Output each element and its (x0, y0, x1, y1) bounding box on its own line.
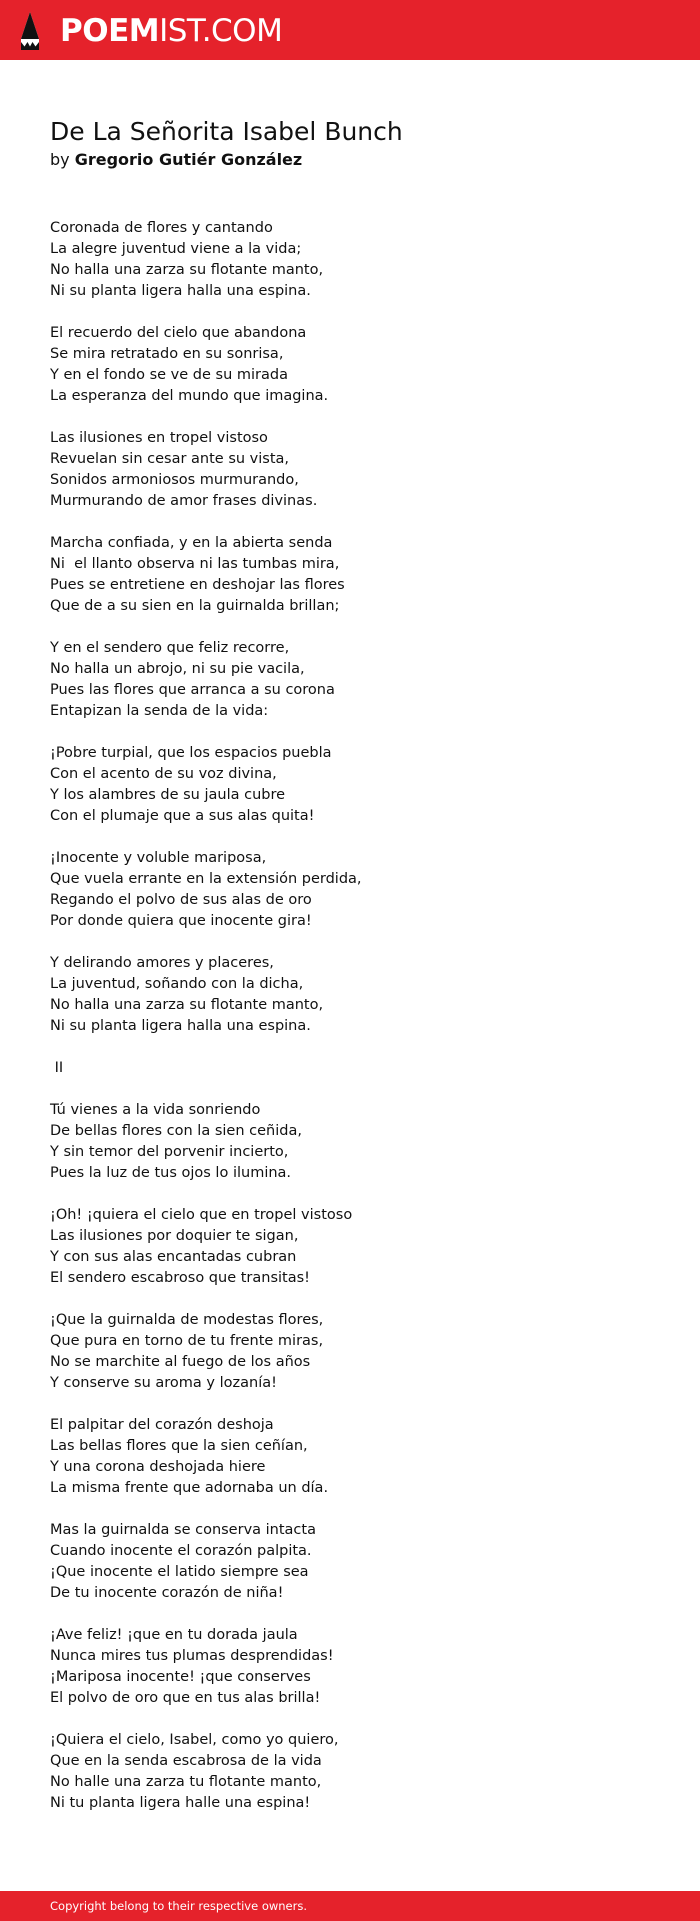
by-label: by (50, 150, 70, 169)
poem-line: La esperanza del mundo que imagina. (50, 388, 329, 404)
poem-line: Ni el llanto observa ni las tumbas mira, (50, 556, 340, 572)
poem-line: Las bellas flores que la sien ceñían, (50, 1438, 308, 1454)
poem-line: Y sin temor del porvenir incierto, (50, 1144, 289, 1160)
poem-line: No halle una zarza tu flotante manto, (50, 1774, 322, 1790)
stanza (50, 1625, 610, 1709)
poem-line: No halla un abrojo, ni su pie vacila, (50, 661, 305, 677)
poem-line: Y conserve su aroma y lozanía! (50, 1375, 277, 1391)
site-logo[interactable] (18, 10, 282, 52)
poem-line: Pues las flores que arranca a su corona (50, 682, 335, 698)
poem-line: ¡Que la guirnalda de modestas flores, (50, 1312, 324, 1328)
poem-line: Coronada de flores y cantando (50, 220, 273, 236)
poem-line: Murmurando de amor frases divinas. (50, 493, 318, 509)
poem-line: Regando el polvo de sus alas de oro (50, 892, 312, 908)
poem-line: Y delirando amores y placeres, (50, 955, 274, 971)
stanza (50, 323, 610, 407)
poem-line: ¡Oh! ¡quiera el cielo que en tropel vistoso (50, 1207, 353, 1223)
poem-line: Las ilusiones en tropel vistoso (50, 430, 268, 446)
poem-line: El polvo de oro que en tus alas brilla! (50, 1690, 321, 1706)
stanza (50, 1205, 610, 1289)
poem-line: No halla una zarza su flotante manto, (50, 997, 324, 1013)
poem-body (50, 218, 610, 1835)
poem-line: Que de a su sien en la guirnalda brillan; (50, 598, 340, 614)
poem-line: ¡Que inocente el latido siempre sea (50, 1564, 309, 1580)
stanza (50, 743, 610, 827)
stanza (50, 1415, 610, 1499)
poem-line: Tú vienes a la vida sonriendo (50, 1102, 261, 1118)
stanza (50, 638, 610, 722)
poem-line: Entapizan la senda de la vida: (50, 703, 269, 719)
poem-line: Por donde quiera que inocente gira! (50, 913, 312, 929)
poem-line: Nunca mires tus plumas desprendidas! (50, 1648, 334, 1664)
copyright-text: Copyright belong to their respective owners. (50, 1899, 308, 1913)
poem-line: Con el plumaje que a sus alas quita! (50, 808, 315, 824)
stanza (50, 953, 610, 1037)
poem-line: Que pura en torno de tu frente miras, (50, 1333, 324, 1349)
stanza (50, 1058, 610, 1079)
poem-line: Que vuela errante en la extensión perdida, (50, 871, 362, 887)
poem-line: Que en la senda escabrosa de la vida (50, 1753, 322, 1769)
poem-line: Las ilusiones por doquier te sigan, (50, 1228, 299, 1244)
stanza (50, 848, 610, 932)
poem-line: No se marchite al fuego de los años (50, 1354, 311, 1370)
poem-line: El recuerdo del cielo que abandona (50, 325, 307, 341)
poem-line: El sendero escabroso que transitas! (50, 1270, 310, 1286)
poem-line: Con el acento de su voz divina, (50, 766, 277, 782)
site-footer (0, 1891, 700, 1921)
logo-bold-text: POEM (60, 13, 160, 49)
poem-line: Y en el sendero que feliz recorre, (50, 640, 290, 656)
poem-line: De bellas flores con la sien ceñida, (50, 1123, 302, 1139)
stanza (50, 218, 610, 302)
poem-line: ¡Inocente y voluble mariposa, (50, 850, 267, 866)
poem-line: Se mira retratado en su sonrisa, (50, 346, 284, 362)
author-name[interactable]: Gregorio Gutiér González (74, 150, 303, 169)
poem-line: De tu inocente corazón de niña! (50, 1585, 284, 1601)
stanza (50, 1730, 610, 1814)
poem-line: El palpitar del corazón deshoja (50, 1417, 274, 1433)
poem-line: La misma frente que adornaba un día. (50, 1480, 329, 1496)
poem-line: Pues la luz de tus ojos lo ilumina. (50, 1165, 292, 1181)
poem-line: No halla una zarza su flotante manto, (50, 262, 324, 278)
poem-line: II (50, 1060, 64, 1076)
logo-wordmark (60, 10, 282, 52)
poem-line: ¡Mariposa inocente! ¡que conserves (50, 1669, 311, 1685)
poem-line: Y una corona deshojada hiere (50, 1459, 266, 1475)
poem-byline (50, 150, 302, 170)
poem-title: De La Señorita Isabel Bunch (50, 117, 403, 146)
poem-line: La juventud, soñando con la dicha, (50, 976, 304, 992)
poem-line: Y los alambres de su jaula cubre (50, 787, 286, 803)
poem-line: Pues se entretiene en deshojar las flores (50, 577, 345, 593)
poem-line: ¡Quiera el cielo, Isabel, como yo quiero, (50, 1732, 339, 1748)
stanza (50, 1520, 610, 1604)
stanza (50, 428, 610, 512)
stanza (50, 1100, 610, 1184)
poem-line: Ni su planta ligera halla una espina. (50, 283, 311, 299)
poem-line: Mas la guirnalda se conserva intacta (50, 1522, 316, 1538)
poem-line: Cuando inocente el corazón palpita. (50, 1543, 312, 1559)
poem-line: Ni tu planta ligera halle una espina! (50, 1795, 311, 1811)
logo-light-text: IST.COM (159, 13, 283, 49)
poem-line: La alegre juventud viene a la vida; (50, 241, 302, 257)
pen-nib-icon (18, 11, 42, 51)
stanza (50, 533, 610, 617)
poem-line: ¡Pobre turpial, que los espacios puebla (50, 745, 332, 761)
site-header (0, 0, 700, 60)
poem-line: Sonidos armoniosos murmurando, (50, 472, 299, 488)
stanza (50, 1310, 610, 1394)
poem-line: Marcha confiada, y en la abierta senda (50, 535, 333, 551)
poem-line: Revuelan sin cesar ante su vista, (50, 451, 290, 467)
poem-line: Y en el fondo se ve de su mirada (50, 367, 288, 383)
poem-line: ¡Ave feliz! ¡que en tu dorada jaula (50, 1627, 298, 1643)
poem-line: Y con sus alas encantadas cubran (50, 1249, 297, 1265)
poem-line: Ni su planta ligera halla una espina. (50, 1018, 311, 1034)
